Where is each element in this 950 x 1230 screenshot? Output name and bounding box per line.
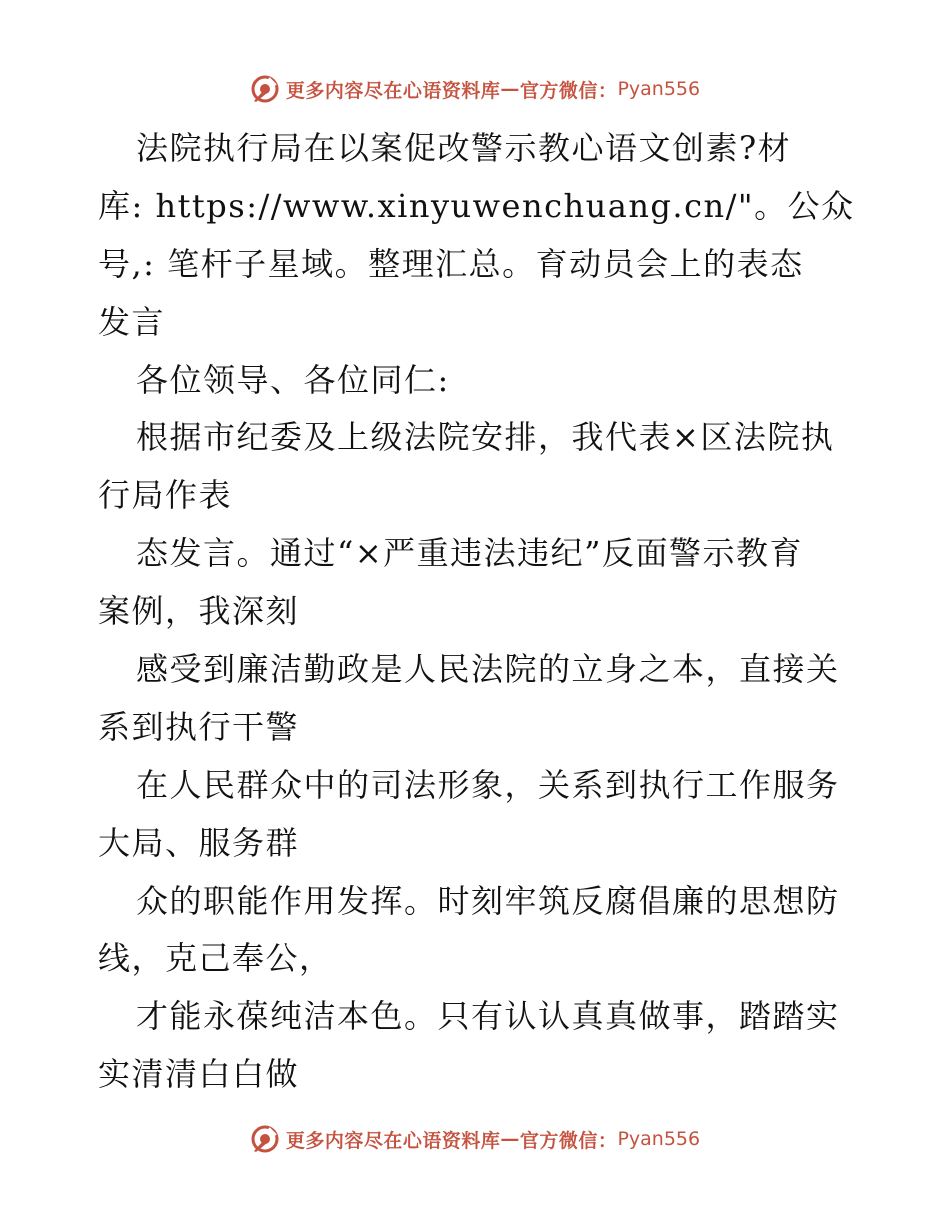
banner-dash: — — [500, 1128, 520, 1150]
body-line: 线，克己奉公， — [98, 939, 333, 978]
banner-wechat-id: Pyan556 — [617, 78, 701, 100]
header-banner — [0, 72, 950, 106]
document-body — [98, 120, 858, 1104]
body-line: 号,: 笔杆子星域。整理汇总。育动员会上的表态 — [98, 244, 804, 283]
banner-wechat-label: 官方微信： — [519, 1129, 618, 1152]
body-line: 案例，我深刻 — [98, 592, 300, 631]
body-line: 根据市纪委及上级法院安排，我代表×区法院执 — [136, 418, 835, 457]
body-line: 众的职能作用发挥。时刻牢筑反腐倡廉的思想防 — [136, 881, 840, 920]
banner-wechat-label: 官方微信： — [519, 79, 618, 102]
banner-site-text: 更多内容尽在心语资料库 — [285, 79, 501, 102]
banner-wechat-id: Pyan556 — [617, 1128, 701, 1150]
body-line: 态发言。通过“×严重违法违纪”反面警示教育 — [136, 534, 804, 573]
footer-banner — [0, 1122, 950, 1156]
pen-logo-icon — [250, 1124, 280, 1154]
body-line: 大局、服务群 — [98, 823, 300, 862]
body-line: 发言 — [98, 302, 166, 341]
body-line: 行局作表 — [98, 476, 233, 515]
banner-dash: — — [500, 78, 520, 100]
body-line: 感受到廉洁勤政是人民法院的立身之本，直接关 — [136, 650, 840, 689]
body-line: 各位领导、各位同仁: — [136, 360, 450, 399]
body-line: 库: https://www.xinyuwenchuang.cn/"。公众 — [98, 186, 855, 225]
body-line: 系到执行干警 — [98, 707, 300, 746]
body-line: 法院执行局在以案促改警示教心语文创素?材 — [136, 129, 792, 167]
pen-logo-icon — [250, 74, 280, 104]
body-line: 才能永葆纯洁本色。只有认认真真做事，踏踏实 — [136, 997, 840, 1036]
banner-site-text: 更多内容尽在心语资料库 — [285, 1129, 501, 1152]
body-line: 在人民群众中的司法形象，关系到执行工作服务 — [136, 765, 840, 804]
body-line: 实清清白白做 — [98, 1055, 300, 1094]
